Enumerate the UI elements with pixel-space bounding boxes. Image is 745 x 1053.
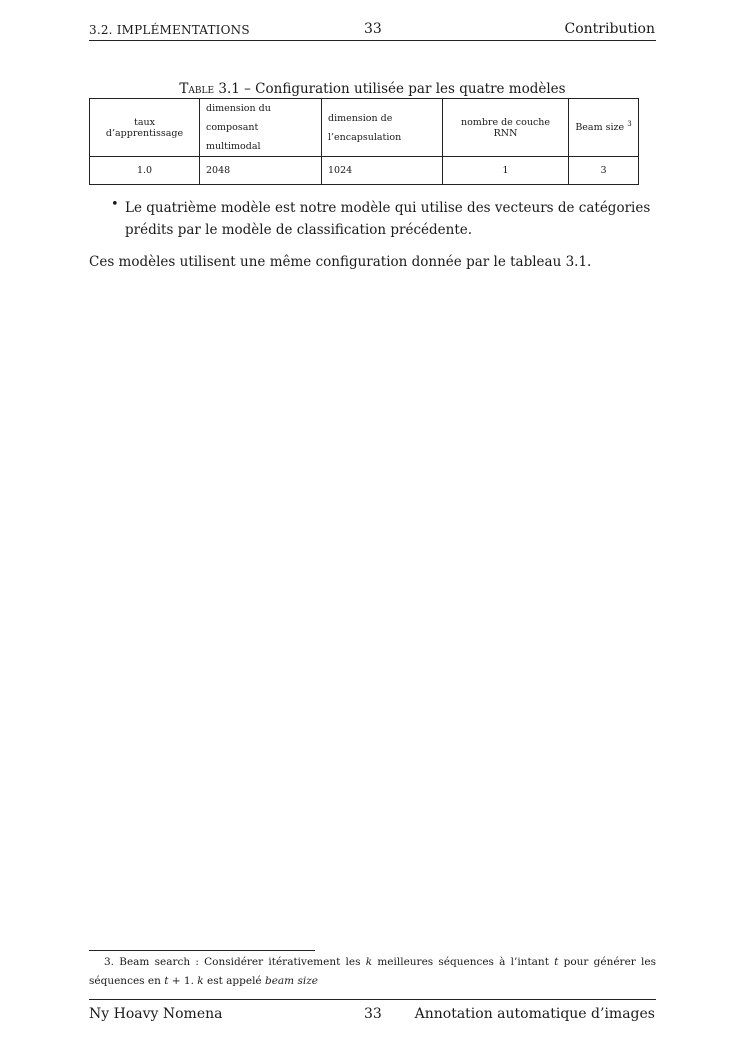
header-embedding-dimension <box>322 99 443 157</box>
footer-title: Annotation automatique d’images <box>414 1006 655 1022</box>
footnote-rule <box>89 950 315 951</box>
cell-multimodal-dimension: 2048 <box>200 157 322 185</box>
table-caption-label: Table <box>179 81 215 97</box>
running-header-chapter: Contribution <box>564 21 655 37</box>
body-paragraph: Ces modèles utilisent une même configuration donnée par le tableau 3.1. <box>89 254 592 270</box>
table-row <box>90 157 639 185</box>
cell-rnn-layers: 1 <box>443 157 569 185</box>
cell-embedding-dimension: 1024 <box>322 157 443 185</box>
footnote-var-k: k <box>365 956 373 968</box>
header-embedding-dimension-line2: l’encapsulation <box>328 131 402 143</box>
header-beam-size-label: Beam size <box>575 122 625 133</box>
header-rnn-layers: nombre de couche RNN <box>443 99 569 157</box>
header-multimodal-dimension <box>200 99 322 157</box>
header-rule <box>89 40 656 41</box>
header-page-number: 33 <box>364 21 382 37</box>
footnote-text-2: meilleures séquences à l’intant <box>372 956 555 968</box>
footnote <box>89 953 656 991</box>
footer-page-number: 33 <box>364 1006 382 1022</box>
footnote-var-t: t <box>554 956 559 968</box>
header-embedding-dimension-line1: dimension de <box>328 112 393 124</box>
header-multimodal-dimension-line1: dimension du <box>206 103 271 114</box>
table-caption <box>0 81 745 97</box>
footnote-text-1: 3. Beam search : Considérer itérativement les <box>104 956 366 968</box>
header-beam-size <box>569 99 639 157</box>
table-header-row <box>90 99 639 157</box>
footer-rule <box>89 999 656 1000</box>
configuration-table <box>89 98 639 185</box>
footnote-text-4: + 1. <box>168 975 198 987</box>
footnote-var-t2: t <box>164 975 169 987</box>
cell-beam-size: 3 <box>569 157 639 185</box>
running-header-section: 3.2. IMPLÉMENTATIONS <box>89 23 250 37</box>
header-multimodal-dimension-line2: composant multimodal <box>206 122 261 152</box>
cell-learning-rate: 1.0 <box>90 157 200 185</box>
bullet-marker: • <box>111 197 119 212</box>
header-learning-rate: taux d’apprentissage <box>90 99 200 157</box>
footnote-marker[interactable]: 3 <box>627 119 632 128</box>
footnote-text-3: pour générer les séquences en <box>89 956 656 987</box>
footnote-var-k2: k <box>197 975 204 987</box>
table-caption-text: 3.1 – Configuration utilisée par les quatre modèles <box>214 81 566 97</box>
footer-author: Ny Hoavy Nomena <box>89 1006 223 1022</box>
footnote-text-5: est appelé <box>203 975 265 987</box>
bullet-item-text: Le quatrième modèle est notre modèle qui utilise des vecteurs de catégories prédits par le modèle de classification précédente. <box>125 200 651 238</box>
footnote-term: beam size <box>264 975 318 987</box>
